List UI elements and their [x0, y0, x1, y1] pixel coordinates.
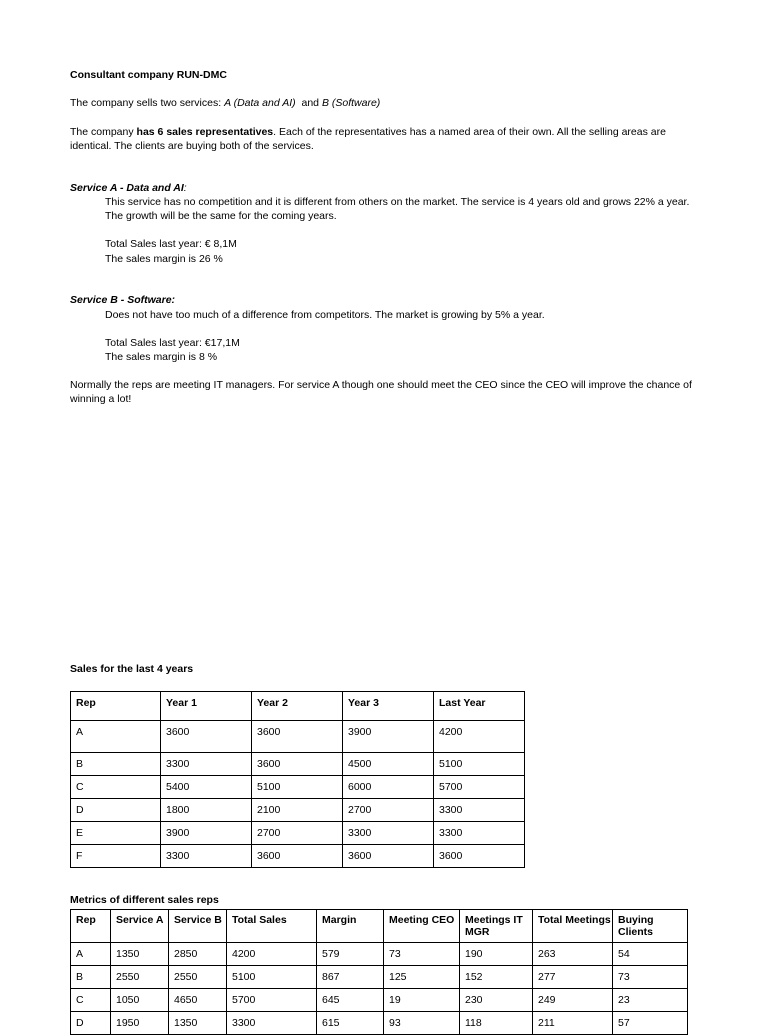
- table-cell: C: [71, 989, 111, 1012]
- table-cell: 2100: [252, 799, 343, 822]
- table-cell: 5100: [434, 753, 525, 776]
- table-cell: 3300: [434, 822, 525, 845]
- table-cell: 5700: [227, 989, 317, 1012]
- table-cell: 57: [613, 1012, 688, 1035]
- table-cell: 2550: [169, 966, 227, 989]
- column-header: Total Sales: [227, 910, 317, 943]
- table-cell: D: [71, 799, 161, 822]
- column-header: Margin: [317, 910, 384, 943]
- table-cell: F: [71, 845, 161, 868]
- table-cell: 152: [460, 966, 533, 989]
- service-a-heading-text: Service A - Data and AI: [70, 182, 184, 194]
- table-cell: 249: [533, 989, 613, 1012]
- sales-reps-paragraph: [70, 125, 710, 153]
- service-a-margin: The sales margin is 26 %: [105, 253, 223, 265]
- table-cell: 3600: [252, 721, 343, 753]
- service-a-name: A (Data and AI): [224, 97, 296, 109]
- table-cell: 118: [460, 1012, 533, 1035]
- sales-reps-bold: has 6 sales representatives: [136, 126, 274, 138]
- table-cell: 19: [384, 989, 460, 1012]
- table-cell: 3300: [161, 845, 252, 868]
- table-cell: 4200: [227, 943, 317, 966]
- table-cell: 5100: [227, 966, 317, 989]
- table-row: [71, 799, 525, 822]
- table-cell: 3600: [434, 845, 525, 868]
- table-cell: 2850: [169, 943, 227, 966]
- table-row: [71, 776, 525, 799]
- meetings-paragraph: Normally the reps are meeting IT managers. For service A though one should meet the CEO since the CEO will improve the chance of winning a lot!: [70, 379, 692, 405]
- table-cell: 190: [460, 943, 533, 966]
- sales-table: [70, 691, 525, 868]
- table-cell: 645: [317, 989, 384, 1012]
- service-a-heading-colon: :: [183, 182, 187, 194]
- table-cell: 230: [460, 989, 533, 1012]
- table-cell: 3600: [161, 721, 252, 753]
- column-header: Year 3: [343, 692, 434, 721]
- table-cell: 1350: [111, 943, 169, 966]
- table-cell: 2550: [111, 966, 169, 989]
- table-cell: 1350: [169, 1012, 227, 1035]
- column-header: Service A: [111, 910, 169, 943]
- column-header: Rep: [71, 910, 111, 943]
- table-cell: B: [71, 966, 111, 989]
- service-b-heading: Service B - Software:: [70, 294, 176, 306]
- table-header-row: [71, 692, 525, 721]
- column-header: Year 2: [252, 692, 343, 721]
- column-header: Rep: [71, 692, 161, 721]
- table-cell: 277: [533, 966, 613, 989]
- table-cell: E: [71, 822, 161, 845]
- services-intro-and: and: [295, 97, 322, 109]
- service-b-name: B (Software): [321, 97, 381, 109]
- service-b-total-sales: Total Sales last year: €17,1M: [105, 337, 240, 349]
- table-cell: 1800: [161, 799, 252, 822]
- column-header: Meeting CEO: [384, 910, 460, 943]
- table-cell: 4200: [434, 721, 525, 753]
- column-header: Service B: [169, 910, 227, 943]
- table-cell: 3600: [343, 845, 434, 868]
- table-cell: A: [71, 943, 111, 966]
- table-row: [71, 753, 525, 776]
- column-header: Total Meetings: [533, 910, 613, 943]
- table-row: [71, 822, 525, 845]
- table-cell: 5400: [161, 776, 252, 799]
- table-cell: 23: [613, 989, 688, 1012]
- table-cell: 5100: [252, 776, 343, 799]
- services-intro-paragraph: [70, 96, 380, 110]
- table-cell: 3900: [161, 822, 252, 845]
- table-cell: 867: [317, 966, 384, 989]
- metrics-table-title: Metrics of different sales reps: [70, 894, 219, 906]
- table-cell: 6000: [343, 776, 434, 799]
- table-cell: 1950: [111, 1012, 169, 1035]
- table-cell: 54: [613, 943, 688, 966]
- table-row: [71, 943, 688, 966]
- table-cell: 73: [613, 966, 688, 989]
- table-row: [71, 989, 688, 1012]
- table-cell: D: [71, 1012, 111, 1035]
- column-header: Buying Clients: [613, 910, 688, 943]
- table-cell: 4500: [343, 753, 434, 776]
- table-cell: 615: [317, 1012, 384, 1035]
- table-cell: 3300: [434, 799, 525, 822]
- table-cell: 2700: [343, 799, 434, 822]
- metrics-table: [70, 909, 688, 1035]
- table-cell: 73: [384, 943, 460, 966]
- table-row: [71, 1012, 688, 1035]
- document-title: Consultant company RUN-DMC: [70, 69, 227, 81]
- service-b-margin: The sales margin is 8 %: [105, 351, 218, 363]
- table-cell: B: [71, 753, 161, 776]
- table-cell: C: [71, 776, 161, 799]
- table-cell: 3600: [252, 845, 343, 868]
- table-row: [71, 845, 525, 868]
- table-row: [71, 966, 688, 989]
- table-header-row: [71, 910, 688, 943]
- table-cell: 3300: [227, 1012, 317, 1035]
- table-cell: 2700: [252, 822, 343, 845]
- table-cell: 211: [533, 1012, 613, 1035]
- table-cell: 579: [317, 943, 384, 966]
- table-row: [71, 721, 525, 753]
- service-a-heading: [70, 181, 187, 195]
- sales-reps-rest: . Each of the representatives has a named area of their own. All the selling areas are identical. The clients are buying both of the services.: [70, 126, 666, 152]
- table-cell: 3300: [161, 753, 252, 776]
- table-cell: 263: [533, 943, 613, 966]
- table-cell: 1050: [111, 989, 169, 1012]
- service-a-total-sales: Total Sales last year: € 8,1M: [105, 238, 237, 250]
- table-cell: 93: [384, 1012, 460, 1035]
- table-cell: 5700: [434, 776, 525, 799]
- table-cell: 3900: [343, 721, 434, 753]
- table-cell: 3600: [252, 753, 343, 776]
- table-cell: 125: [384, 966, 460, 989]
- services-intro-text: The company sells two services:: [70, 97, 225, 109]
- table-cell: A: [71, 721, 161, 753]
- sales-table-title: Sales for the last 4 years: [70, 663, 194, 675]
- service-a-description: This service has no competition and it is different from others on the market. The service is 4 years old and grows 22% a year. The growth will be the same for the coming years.: [105, 196, 690, 222]
- table-cell: 4650: [169, 989, 227, 1012]
- column-header: Last Year: [434, 692, 525, 721]
- column-header: Meetings IT MGR: [460, 910, 533, 943]
- service-b-description: Does not have too much of a difference from competitors. The market is growing by 5% a year.: [105, 309, 545, 321]
- column-header: Year 1: [161, 692, 252, 721]
- sales-reps-prefix: The company: [70, 126, 137, 138]
- table-cell: 3300: [343, 822, 434, 845]
